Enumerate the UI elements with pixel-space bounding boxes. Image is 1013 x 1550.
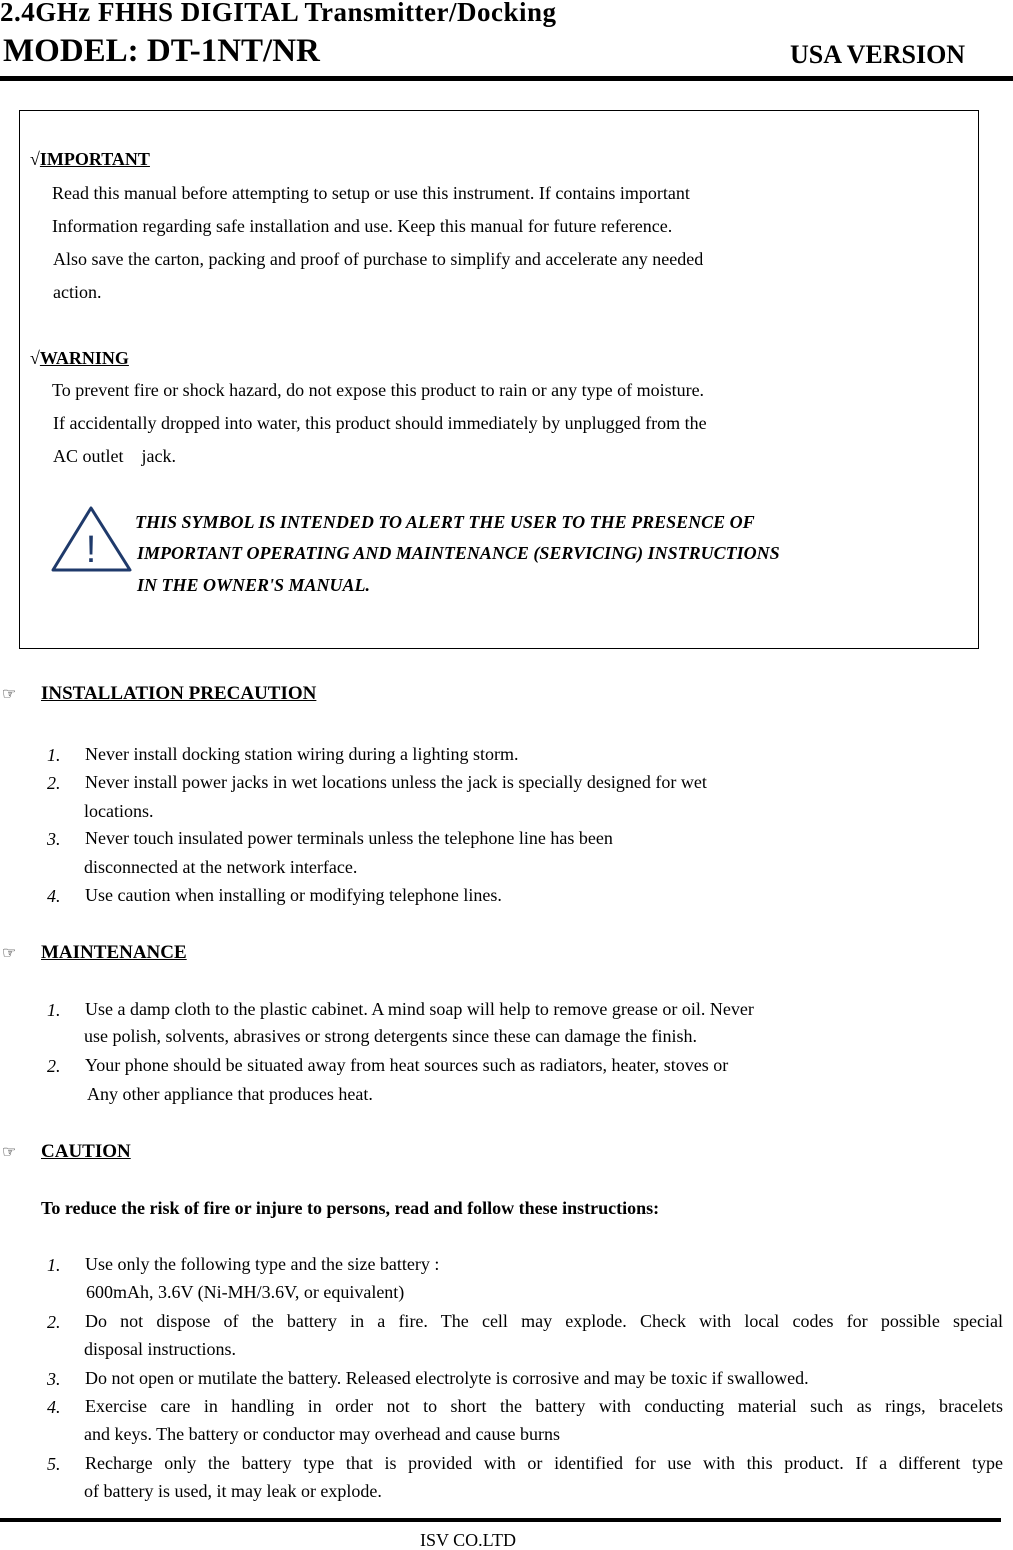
list-item-text: disconnected at the network interface.: [84, 857, 358, 877]
list-item-text: Your phone should be situated away from heat sources such as radiators, heater, stoves or: [85, 1055, 729, 1075]
list-item-text: Do not open or mutilate the battery. Released electrolyte is corrosive and may be toxic if swallowed.: [85, 1368, 809, 1388]
list-item-text: Recharge only the battery type that is provided with or identified for use with this product. If a different type: [85, 1453, 1003, 1473]
header-rule: [0, 76, 1013, 81]
list-number: 2.: [47, 773, 61, 793]
list-item-text: Exercise care in handling in order not to short the battery with conducting material such as rings, bracelets: [85, 1396, 1003, 1416]
list-number: 2.: [47, 1312, 61, 1332]
warning-line: AC outlet jack.: [53, 446, 176, 466]
list-item-text: 600mAh, 3.6V (Ni-MH/3.6V, or equivalent): [86, 1282, 405, 1302]
important-title: IMPORTANT: [39, 149, 150, 169]
list-item-text: Never install docking station wiring during a lighting storm.: [85, 744, 519, 764]
check-icon: √: [30, 348, 40, 368]
check-icon: √: [30, 149, 40, 169]
list-number: 4.: [47, 1397, 61, 1417]
model-title: MODEL: DT-1NT/NR: [3, 33, 320, 69]
list-number: 4.: [47, 886, 61, 906]
caution-title: CAUTION: [41, 1141, 131, 1162]
maintenance-title: MAINTENANCE: [41, 942, 187, 963]
list-item-text: and keys. The battery or conductor may overhead and cause burns: [84, 1424, 560, 1444]
important-heading: [30, 150, 150, 168]
footer-company: ISV CO.LTD: [420, 1530, 517, 1550]
warning-title: WARNING: [39, 348, 129, 368]
warning-line: If accidentally dropped into water, this product should immediately by unplugged from the: [53, 413, 707, 433]
list-number: 1.: [47, 1000, 61, 1020]
list-number: 3.: [47, 1369, 61, 1389]
list-item-text: Use only the following type and the size battery :: [85, 1254, 440, 1274]
list-number: 1.: [47, 1255, 61, 1275]
pointing-hand-icon: ☞: [2, 686, 17, 703]
list-number: 2.: [47, 1056, 61, 1076]
important-line: Read this manual before attempting to setup or use this instrument. If contains important: [52, 183, 690, 203]
important-line: action.: [53, 282, 102, 302]
symbol-line: THIS SYMBOL IS INTENDED TO ALERT THE USER TO THE PRESENCE OF: [135, 512, 755, 532]
list-item-text: of battery is used, it may leak or explode.: [84, 1481, 382, 1501]
warning-glyph: !: [85, 529, 97, 571]
list-item-text: locations.: [84, 801, 154, 821]
important-line: Also save the carton, packing and proof of purchase to simplify and accelerate any needed: [53, 249, 704, 269]
warning-triangle-icon: [51, 505, 133, 573]
pointing-hand-icon: ☞: [2, 1144, 17, 1161]
list-item-text: Do not dispose of the battery in a fire. The cell may explode. Check with local codes for possible special: [85, 1311, 1003, 1331]
warning-heading: [30, 349, 129, 367]
list-item-text: use polish, solvents, abrasives or strong detergents since these can damage the finish.: [84, 1026, 698, 1046]
doc-title-line: 2.4GHz FHHS DIGITAL Transmitter/Docking: [0, 0, 557, 27]
installation-title: INSTALLATION PRECAUTION: [41, 683, 317, 704]
list-item-text: Any other appliance that produces heat.: [87, 1084, 373, 1104]
pointing-hand-icon: ☞: [2, 945, 17, 962]
version-label: USA VERSION: [790, 40, 966, 69]
list-item-text: Never install power jacks in wet locations unless the jack is specially designed for wet: [85, 772, 707, 792]
list-item-text: Never touch insulated power terminals unless the telephone line has been: [85, 828, 613, 848]
list-item-text: disposal instructions.: [84, 1339, 236, 1359]
symbol-line: IMPORTANT OPERATING AND MAINTENANCE (SERVICING) INSTRUCTIONS: [137, 543, 780, 563]
list-item-text: Use caution when installing or modifying telephone lines.: [85, 885, 502, 905]
list-number: 5.: [47, 1454, 61, 1474]
list-item-text: Use a damp cloth to the plastic cabinet. A mind soap will help to remove grease or oil. Never: [85, 999, 754, 1019]
caution-intro: To reduce the risk of fire or injure to persons, read and follow these instructions:: [41, 1198, 660, 1218]
warning-line: To prevent fire or shock hazard, do not expose this product to rain or any type of moisture.: [52, 380, 705, 400]
list-number: 3.: [47, 829, 61, 849]
list-number: 1.: [47, 745, 61, 765]
symbol-line: IN THE OWNER'S MANUAL.: [137, 575, 371, 595]
important-line: Information regarding safe installation and use. Keep this manual for future reference.: [52, 216, 673, 236]
footer-rule: [0, 1518, 1001, 1522]
